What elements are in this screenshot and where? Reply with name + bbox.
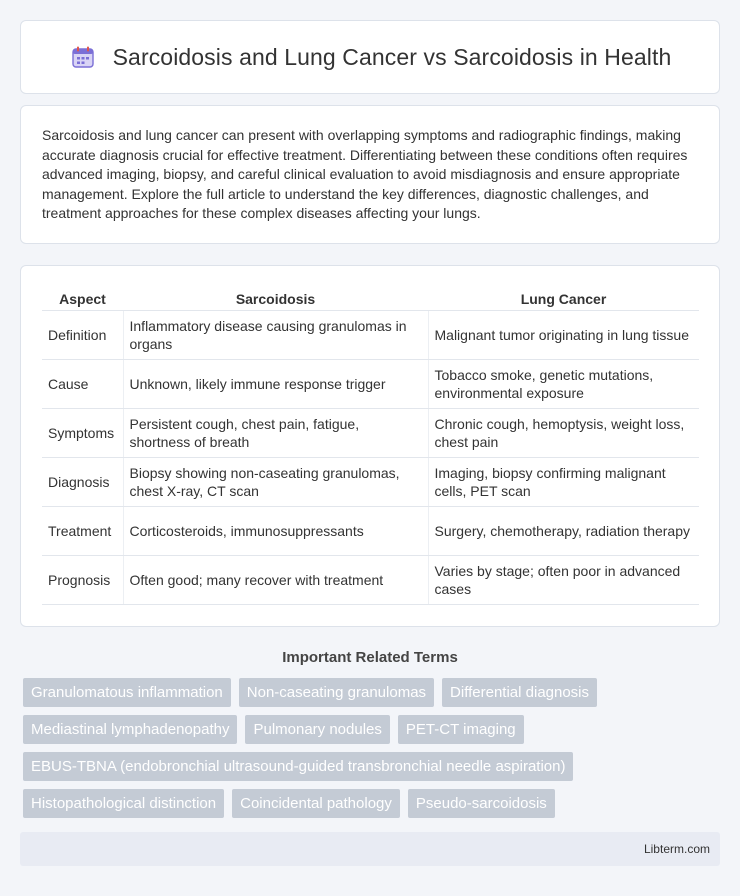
- related-term-tag[interactable]: Non-caseating granulomas: [239, 678, 434, 707]
- table-cell-lung-cancer: Varies by stage; often poor in advanced cases: [428, 555, 699, 604]
- column-header-lung-cancer: Lung Cancer: [428, 286, 699, 310]
- table-cell-sarcoidosis: Inflammatory disease causing granulomas in organs: [123, 310, 428, 359]
- related-term-tag[interactable]: EBUS-TBNA (endobronchial ultrasound-guided transbronchial needle aspiration): [23, 752, 573, 781]
- related-term-tag[interactable]: Granulomatous inflammation: [23, 678, 231, 707]
- table-cell-aspect: Cause: [42, 359, 123, 408]
- footer-site-link[interactable]: Libterm.com: [643, 842, 710, 856]
- table-cell-aspect: Diagnosis: [42, 457, 123, 506]
- table-cell-lung-cancer: Tobacco smoke, genetic mutations, environmental exposure: [428, 359, 699, 408]
- related-term-tag[interactable]: PET-CT imaging: [398, 715, 524, 744]
- intro-card: [20, 105, 720, 244]
- table-cell-aspect: Prognosis: [42, 555, 123, 604]
- table-row: [42, 555, 699, 604]
- table-cell-lung-cancer: Chronic cough, hemoptysis, weight loss, chest pain: [428, 408, 699, 457]
- table-cell-aspect: Symptoms: [42, 408, 123, 457]
- table-row: [42, 506, 699, 555]
- table-cell-sarcoidosis: Corticosteroids, immunosuppressants: [123, 506, 428, 555]
- table-row: [42, 408, 699, 457]
- column-header-aspect: Aspect: [42, 286, 123, 310]
- comparison-table-card: [20, 265, 720, 627]
- table-cell-sarcoidosis: Persistent cough, chest pain, fatigue, shortness of breath: [123, 408, 428, 457]
- table-cell-aspect: Definition: [42, 310, 123, 359]
- page-title: Sarcoidosis and Lung Cancer vs Sarcoidosis in Health: [112, 43, 672, 70]
- table-row: [42, 359, 699, 408]
- table-row: [42, 457, 699, 506]
- table-header-row: [42, 286, 699, 310]
- table-cell-sarcoidosis: Often good; many recover with treatment: [123, 555, 428, 604]
- related-term-tag[interactable]: Coincidental pathology: [232, 789, 400, 818]
- related-term-tag[interactable]: Mediastinal lymphadenopathy: [23, 715, 237, 744]
- footer: [20, 832, 720, 866]
- comparison-table: [42, 286, 699, 605]
- related-term-tag[interactable]: Pulmonary nodules: [245, 715, 389, 744]
- table-cell-aspect: Treatment: [42, 506, 123, 555]
- table-row: [42, 310, 699, 359]
- related-term-tag[interactable]: Histopathological distinction: [23, 789, 224, 818]
- calendar-icon: [69, 43, 97, 71]
- related-term-tag[interactable]: Differential diagnosis: [442, 678, 597, 707]
- intro-text: Sarcoidosis and lung cancer can present with overlapping symptoms and radiographic findings, making accurate diagnosis crucial for effective treatment. Differentiating between these conditions often requires advanced imaging, biopsy, and careful clinical evaluation to avoid misdiagnosis and ensure appropriate management. Explore the full article to understand the key differences, diagnostic challenges, and treatment approaches for these complex diseases affecting your lungs.: [42, 127, 688, 222]
- table-cell-sarcoidosis: Unknown, likely immune response trigger: [123, 359, 428, 408]
- related-term-tag[interactable]: Pseudo-sarcoidosis: [408, 789, 555, 818]
- column-header-sarcoidosis: Sarcoidosis: [123, 286, 428, 310]
- table-cell-lung-cancer: Surgery, chemotherapy, radiation therapy: [428, 506, 699, 555]
- related-terms-list: [20, 678, 720, 818]
- table-cell-lung-cancer: Malignant tumor originating in lung tissue: [428, 310, 699, 359]
- table-cell-lung-cancer: Imaging, biopsy confirming malignant cells, PET scan: [428, 457, 699, 506]
- title-card: [20, 20, 720, 94]
- table-cell-sarcoidosis: Biopsy showing non-caseating granulomas, chest X-ray, CT scan: [123, 457, 428, 506]
- related-terms-title: Important Related Terms: [282, 649, 458, 666]
